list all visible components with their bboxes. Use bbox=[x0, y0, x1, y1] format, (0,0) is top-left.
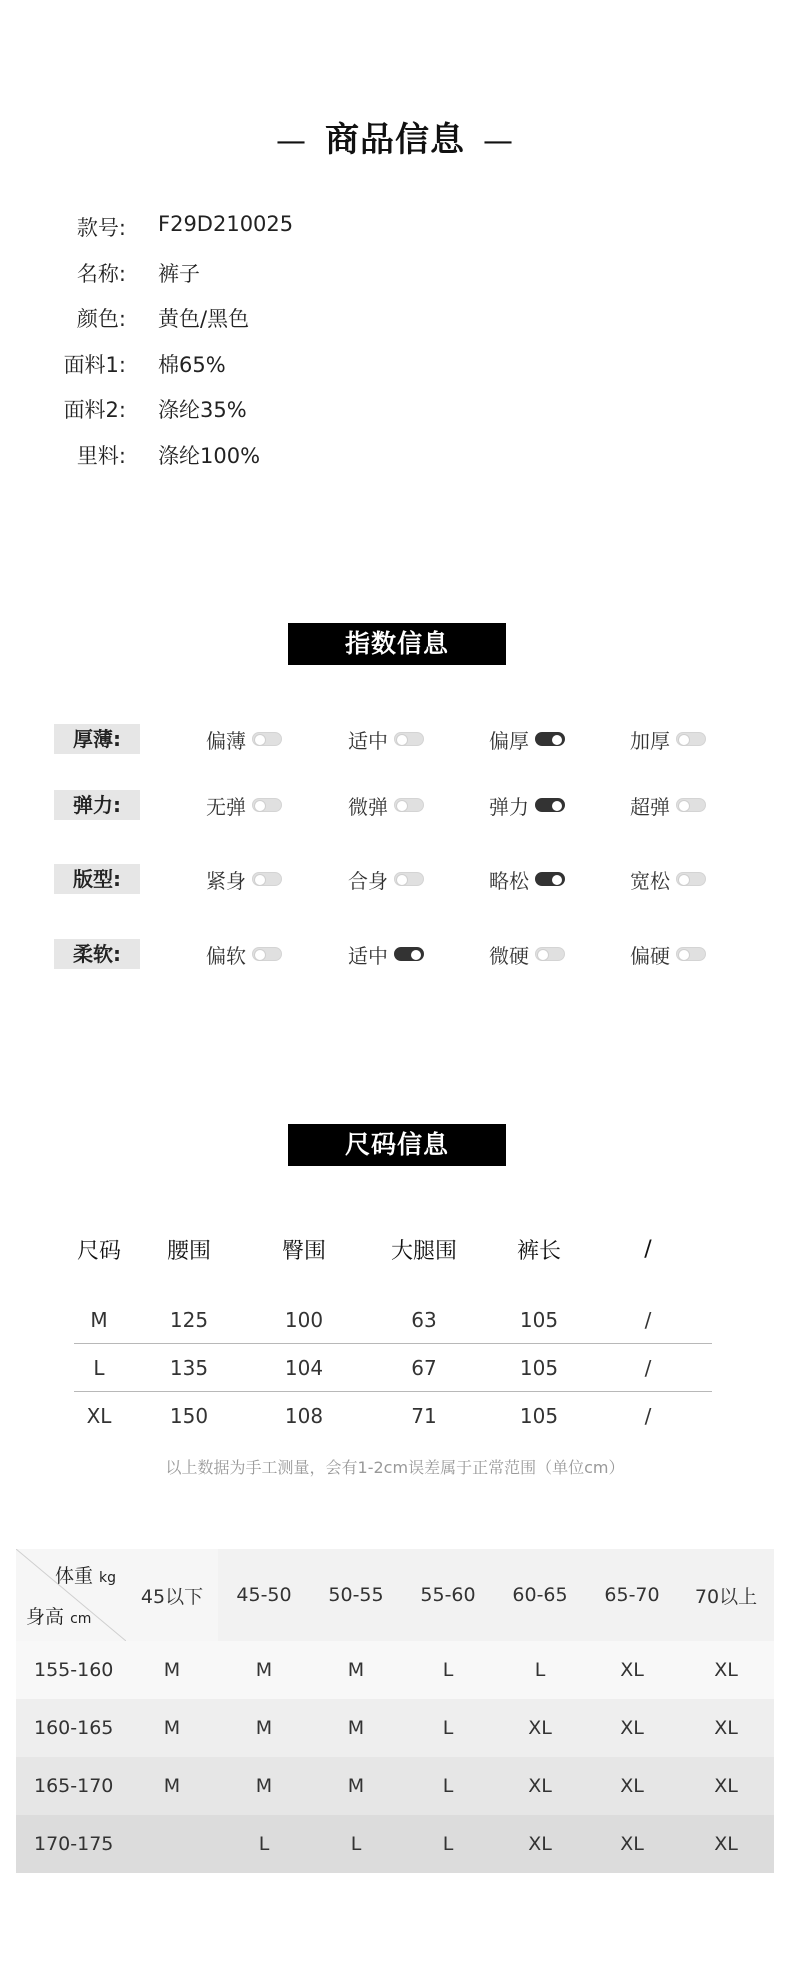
corner-weight-label bbox=[55, 1561, 116, 1588]
weight-header-cell: 45以下 bbox=[126, 1549, 218, 1641]
info-label: 颜色: bbox=[76, 307, 126, 332]
index-option bbox=[206, 937, 282, 971]
info-row-fabric-2 bbox=[0, 394, 790, 440]
size-cell: M bbox=[163, 1717, 181, 1739]
size-cell: XL bbox=[528, 1833, 552, 1855]
index-option bbox=[348, 788, 424, 822]
size-cell: XL bbox=[620, 1717, 644, 1739]
size-header-cell: 尺码 bbox=[76, 1238, 121, 1264]
index-option-text: 合身 bbox=[348, 868, 388, 893]
corner-height-text: 身高 bbox=[26, 1606, 65, 1628]
index-option bbox=[630, 788, 706, 822]
size-cell: XL bbox=[86, 1404, 112, 1428]
weight-height-header bbox=[16, 1549, 774, 1641]
size-cell: 104 bbox=[284, 1355, 324, 1380]
height-label: 165-170 bbox=[34, 1775, 114, 1797]
toggle-icon bbox=[252, 732, 282, 746]
size-cell: M bbox=[255, 1775, 273, 1797]
size-cell: M bbox=[255, 1717, 273, 1739]
toggle-icon bbox=[535, 732, 565, 746]
size-cell: 105 bbox=[519, 1404, 559, 1428]
index-option bbox=[206, 862, 282, 896]
info-row-lining bbox=[0, 440, 790, 486]
info-value: 黄色/黑色 bbox=[158, 307, 250, 332]
toggle-icon bbox=[252, 798, 282, 812]
size-cell: 150 bbox=[169, 1404, 209, 1428]
index-option bbox=[489, 788, 565, 822]
index-option-text: 弹力 bbox=[489, 794, 529, 819]
index-row-fit bbox=[0, 862, 790, 896]
corner-weight-text: 体重 bbox=[54, 1565, 93, 1587]
info-row-fabric-1 bbox=[0, 349, 790, 395]
info-value: 涤纶35% bbox=[158, 398, 247, 423]
size-cell: M bbox=[90, 1307, 108, 1332]
table-row bbox=[16, 1757, 774, 1815]
index-option bbox=[489, 937, 565, 971]
size-cell: 67 bbox=[411, 1355, 437, 1380]
toggle-icon bbox=[394, 872, 424, 886]
index-label: 弹力: bbox=[54, 790, 140, 820]
info-label: 面料1: bbox=[63, 352, 126, 377]
index-option-text: 适中 bbox=[348, 943, 388, 968]
info-row-name bbox=[0, 258, 790, 304]
size-table-header bbox=[74, 1224, 712, 1274]
height-label: 155-160 bbox=[34, 1659, 114, 1681]
measurement-note: 以上数据为手工测量，会有1-2cm误差属于正常范围（单位cm） bbox=[165, 1458, 625, 1477]
index-option-text: 偏厚 bbox=[489, 728, 529, 753]
weight-header-cell: 45-50 bbox=[236, 1584, 292, 1606]
index-option bbox=[489, 862, 565, 896]
size-cell: 105 bbox=[519, 1355, 559, 1380]
title-dash-left: — bbox=[276, 124, 307, 159]
index-row-elasticity bbox=[0, 788, 790, 822]
index-label: 厚薄: bbox=[54, 724, 140, 754]
toggle-icon bbox=[252, 947, 282, 961]
title-dash-right: — bbox=[483, 124, 514, 159]
size-header-cell: 臀围 bbox=[281, 1238, 326, 1264]
size-cell: M bbox=[347, 1717, 365, 1739]
info-label: 名称: bbox=[76, 261, 126, 286]
size-cell: XL bbox=[620, 1833, 644, 1855]
index-option bbox=[206, 788, 282, 822]
size-cell: 135 bbox=[169, 1355, 209, 1380]
product-info-title-text: 商品信息 bbox=[325, 120, 465, 160]
size-header-cell: 腰围 bbox=[166, 1238, 211, 1264]
toggle-icon bbox=[676, 798, 706, 812]
index-option bbox=[630, 937, 706, 971]
index-label: 柔软: bbox=[54, 939, 140, 969]
index-option-text: 宽松 bbox=[630, 868, 670, 893]
weight-header-cell: 50-55 bbox=[328, 1584, 384, 1606]
size-cell: L bbox=[258, 1833, 270, 1855]
info-value: 涤纶100% bbox=[158, 443, 261, 468]
info-label: 款号: bbox=[76, 216, 126, 240]
index-option-text: 偏薄 bbox=[206, 728, 246, 753]
size-cell: 63 bbox=[411, 1307, 437, 1332]
size-cell: XL bbox=[620, 1775, 644, 1797]
size-cell: XL bbox=[714, 1775, 738, 1797]
weight-height-grid bbox=[16, 1549, 774, 1873]
info-label: 里料: bbox=[76, 443, 126, 468]
index-option-text: 略松 bbox=[489, 868, 529, 893]
toggle-icon bbox=[394, 947, 424, 961]
index-info-banner: 指数信息 bbox=[288, 623, 506, 665]
corner-height-label bbox=[26, 1602, 91, 1629]
toggle-icon bbox=[394, 798, 424, 812]
size-cell: M bbox=[255, 1659, 273, 1681]
size-cell: M bbox=[163, 1775, 181, 1797]
weight-header-cell: 70以上 bbox=[694, 1585, 758, 1608]
size-header-cell: 大腿围 bbox=[390, 1238, 457, 1264]
toggle-icon bbox=[535, 872, 565, 886]
product-info-title bbox=[0, 112, 790, 161]
table-row bbox=[74, 1392, 712, 1440]
toggle-icon bbox=[676, 872, 706, 886]
size-cell: / bbox=[644, 1307, 652, 1332]
info-value: F29D210025 bbox=[158, 212, 294, 236]
weight-header-cell: 65-70 bbox=[604, 1584, 660, 1606]
size-cell: XL bbox=[714, 1659, 738, 1681]
toggle-icon bbox=[535, 947, 565, 961]
index-option-text: 无弹 bbox=[206, 794, 246, 819]
weight-header-cell: 55-60 bbox=[420, 1584, 476, 1606]
size-cell: L bbox=[93, 1355, 105, 1380]
size-cell: 125 bbox=[169, 1307, 209, 1332]
index-option bbox=[348, 722, 424, 756]
info-value: 棉65% bbox=[158, 352, 226, 377]
index-option bbox=[348, 862, 424, 896]
toggle-icon bbox=[252, 872, 282, 886]
index-option bbox=[630, 862, 706, 896]
size-cell: L bbox=[442, 1775, 454, 1797]
corner-weight-unit: kg bbox=[99, 1570, 116, 1586]
index-option-text: 适中 bbox=[348, 728, 388, 753]
grid-corner-cell bbox=[16, 1549, 126, 1641]
table-row bbox=[74, 1296, 712, 1344]
size-cell: 108 bbox=[284, 1404, 324, 1428]
index-option-text: 偏硬 bbox=[630, 943, 670, 968]
size-cell: L bbox=[442, 1833, 454, 1855]
size-cell: XL bbox=[528, 1717, 552, 1739]
corner-height-unit: cm bbox=[70, 1611, 92, 1627]
size-cell: 105 bbox=[519, 1307, 559, 1332]
info-value: 裤子 bbox=[158, 261, 200, 286]
table-row bbox=[16, 1699, 774, 1757]
index-option bbox=[348, 937, 424, 971]
size-cell: L bbox=[350, 1833, 362, 1855]
toggle-icon bbox=[394, 732, 424, 746]
index-label: 版型: bbox=[54, 864, 140, 894]
index-option-text: 紧身 bbox=[206, 868, 246, 893]
size-table bbox=[74, 1224, 712, 1440]
size-cell: M bbox=[347, 1775, 365, 1797]
index-option bbox=[630, 722, 706, 756]
size-cell: L bbox=[534, 1659, 546, 1681]
index-option-text: 超弹 bbox=[630, 794, 670, 819]
index-option bbox=[489, 722, 565, 756]
size-header-cell: 裤长 bbox=[516, 1238, 561, 1264]
table-row bbox=[16, 1641, 774, 1699]
size-cell: L bbox=[442, 1659, 454, 1681]
size-cell: L bbox=[442, 1717, 454, 1739]
size-cell: XL bbox=[620, 1659, 644, 1681]
index-option-text: 加厚 bbox=[630, 728, 670, 753]
size-cell: M bbox=[163, 1659, 181, 1681]
height-label: 160-165 bbox=[34, 1717, 114, 1739]
size-cell: 71 bbox=[411, 1404, 437, 1428]
size-cell: XL bbox=[714, 1833, 738, 1855]
index-row-thickness bbox=[0, 722, 790, 756]
index-option-text: 微弹 bbox=[348, 794, 388, 819]
weight-header-cell: 60-65 bbox=[512, 1584, 568, 1606]
size-cell: XL bbox=[528, 1775, 552, 1797]
product-info-list bbox=[0, 212, 790, 486]
table-row bbox=[16, 1815, 774, 1873]
size-cell: XL bbox=[714, 1717, 738, 1739]
size-cell: M bbox=[347, 1659, 365, 1681]
toggle-icon bbox=[676, 732, 706, 746]
size-cell: / bbox=[644, 1404, 652, 1428]
table-row bbox=[74, 1344, 712, 1392]
index-row-softness bbox=[0, 937, 790, 971]
size-cell: 100 bbox=[284, 1307, 324, 1332]
index-option bbox=[206, 722, 282, 756]
index-option-text: 偏软 bbox=[206, 943, 246, 968]
toggle-icon bbox=[676, 947, 706, 961]
size-info-banner: 尺码信息 bbox=[288, 1124, 506, 1166]
info-label: 面料2: bbox=[63, 398, 126, 423]
toggle-icon bbox=[535, 798, 565, 812]
index-option-text: 微硬 bbox=[489, 943, 529, 968]
size-header-cell: / bbox=[644, 1236, 652, 1262]
height-label: 170-175 bbox=[34, 1833, 114, 1855]
info-row-style-no bbox=[0, 212, 790, 258]
size-cell: / bbox=[644, 1355, 652, 1380]
info-row-color bbox=[0, 303, 790, 349]
